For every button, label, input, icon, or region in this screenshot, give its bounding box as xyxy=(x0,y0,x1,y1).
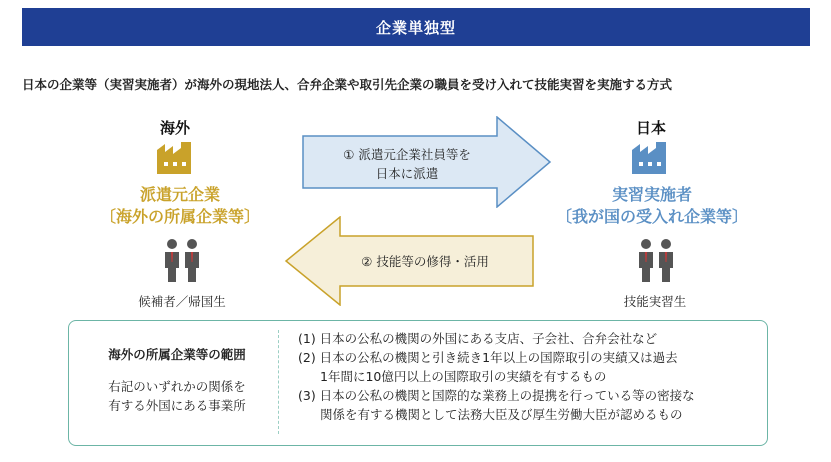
org-name-line: 派遣元企業 xyxy=(139,185,220,204)
people-icon xyxy=(636,238,676,282)
arrow-label-line: 日本に派遣 xyxy=(375,166,439,181)
org-name-line: 実習実施者 xyxy=(611,185,692,204)
region-label-japan: 日本 xyxy=(636,119,667,137)
org-name-japan xyxy=(552,184,752,228)
people-icon xyxy=(162,238,202,282)
factory-icon xyxy=(630,140,674,174)
list-item: (3) 日本の公私の機関と国際的な業務上の提携を行っている等の密接な xyxy=(298,388,695,403)
list-item: (1) 日本の公私の機関の外国にある支店、子会社、合弁会社など xyxy=(298,331,658,346)
org-name-overseas xyxy=(100,184,260,228)
org-name-line: 〔我が国の受入れ企業等〕 xyxy=(555,207,748,226)
list-item: 関係を有する機関として法務大臣及び厚生労働大臣が認めるもの xyxy=(320,407,683,422)
scope-description-line: 右記のいずれかの関係を xyxy=(108,379,246,394)
people-label-overseas: 候補者／帰国生 xyxy=(138,294,226,309)
page-title: 企業単独型 xyxy=(375,18,456,37)
title-banner xyxy=(22,8,810,46)
org-name-line: 〔海外の所属企業等〕 xyxy=(100,207,261,226)
scope-title: 海外の所属企業等の範囲 xyxy=(108,347,246,362)
arrow-label-dispatch xyxy=(312,145,502,183)
scope-criteria-list xyxy=(298,329,758,424)
list-item: (2) 日本の公私の機関と引き続き1年以上の国際取引の実績又は過去 xyxy=(298,350,678,365)
scope-divider xyxy=(278,330,279,434)
arrow-label-skills: ② 技能等の修得・活用 xyxy=(361,254,489,269)
factory-icon xyxy=(155,140,199,174)
scope-description-line: 有する外国にある事業所 xyxy=(108,398,246,413)
scope-description xyxy=(82,377,272,415)
people-label-japan: 技能実習生 xyxy=(623,294,687,309)
list-item: 1年間に10億円以上の国際取引の実績を有するもの xyxy=(320,369,607,384)
region-label-overseas: 海外 xyxy=(160,119,191,137)
arrow-label-line: ① 派遣元企業社員等を xyxy=(343,147,471,162)
subtitle: 日本の企業等（実習実施者）が海外の現地法人、合弁企業や取引先企業の職員を受け入れて技能実習を実施する方式 xyxy=(22,77,673,92)
